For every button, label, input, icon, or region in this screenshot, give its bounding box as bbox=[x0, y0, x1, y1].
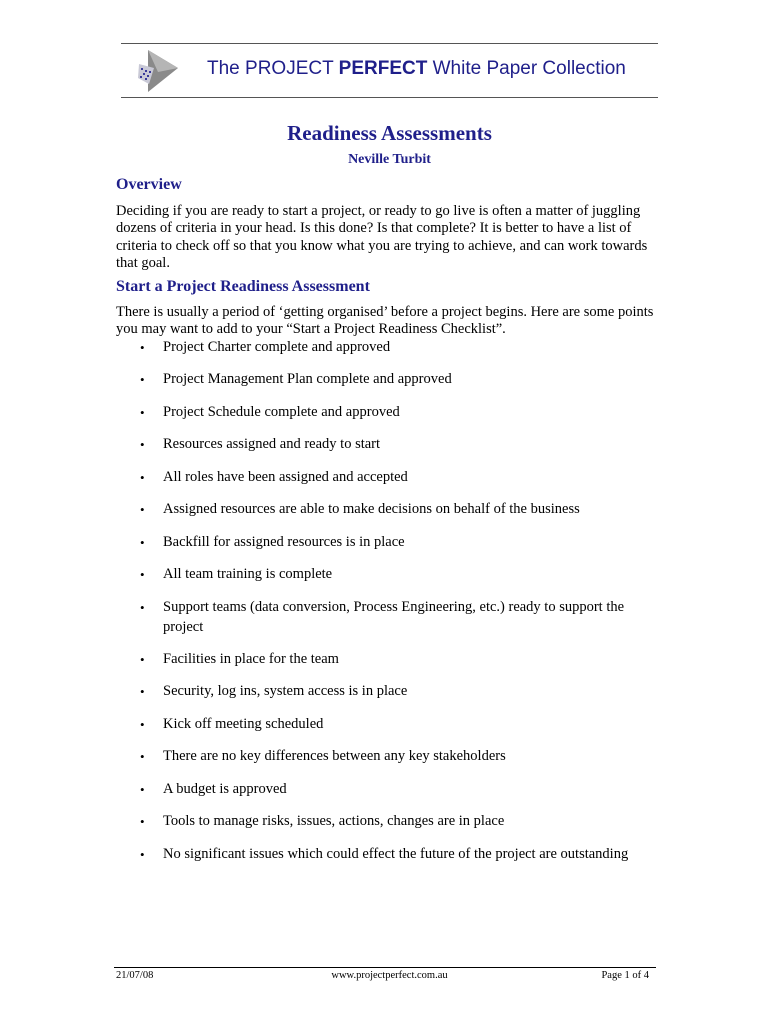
bullet-icon: • bbox=[140, 717, 145, 732]
list-item-text: Resources assigned and ready to start bbox=[163, 436, 381, 452]
list-item-text: Backfill for assigned resources is in place bbox=[163, 534, 405, 550]
collection-title-prefix: The PROJECT bbox=[207, 58, 339, 79]
list-item-text: Kick off meeting scheduled bbox=[163, 716, 324, 732]
bullet-icon: • bbox=[140, 749, 145, 764]
bullet-icon: • bbox=[140, 567, 145, 582]
bullet-icon: • bbox=[140, 600, 145, 615]
bullet-icon: • bbox=[140, 814, 145, 829]
list-item-text: Assigned resources are able to make decisions on behalf of the business bbox=[163, 501, 580, 517]
footer-page-number: Page 1 of 4 bbox=[601, 970, 649, 981]
start-assessment-heading: Start a Project Readiness Assessment bbox=[116, 278, 370, 295]
bullet-icon: • bbox=[140, 470, 145, 485]
bullet-icon: • bbox=[140, 684, 145, 699]
list-item-text: Security, log ins, system access is in place bbox=[163, 683, 408, 699]
bullet-icon: • bbox=[140, 372, 145, 387]
list-item-text: Project Management Plan complete and approved bbox=[163, 371, 452, 387]
list-item-text: All roles have been assigned and accepted bbox=[163, 469, 408, 485]
overview-heading: Overview bbox=[116, 176, 182, 193]
list-item-text: Support teams (data conversion, Process Engineering, etc.) ready to support the project bbox=[163, 599, 625, 635]
footer-date: 21/07/08 bbox=[116, 970, 154, 981]
list-item-text: No significant issues which could effect the future of the project are outstanding bbox=[163, 846, 629, 862]
collection-title-strong: PERFECT bbox=[338, 58, 428, 79]
bullet-icon: • bbox=[140, 437, 145, 452]
start-assessment-intro: There is usually a period of ‘getting organised’ before a project begins. Here are some points you may want to add to your “Start a Project Readiness Checklist”. bbox=[116, 304, 654, 338]
bullet-icon: • bbox=[140, 340, 145, 355]
document-title: Readiness Assessments bbox=[287, 121, 492, 145]
bullet-icon: • bbox=[140, 782, 145, 797]
list-item-text: Project Schedule complete and approved bbox=[163, 404, 400, 420]
list-item-text: Project Charter complete and approved bbox=[163, 339, 391, 355]
list-item-text: All team training is complete bbox=[163, 566, 333, 582]
bullet-icon: • bbox=[140, 405, 145, 420]
footer-rule bbox=[114, 967, 656, 968]
bullet-icon: • bbox=[140, 502, 145, 517]
author-name: Neville Turbit bbox=[348, 152, 431, 167]
footer-url: www.projectperfect.com.au bbox=[331, 970, 448, 981]
bullet-icon: • bbox=[140, 535, 145, 550]
list-item-text: Facilities in place for the team bbox=[163, 651, 339, 667]
list-item-text: There are no key differences between any key stakeholders bbox=[163, 748, 506, 764]
collection-title-suffix: White Paper Collection bbox=[427, 58, 626, 79]
bullet-icon: • bbox=[140, 652, 145, 667]
list-item-text: Tools to manage risks, issues, actions, changes are in place bbox=[163, 813, 505, 829]
list-item-text: A budget is approved bbox=[163, 781, 287, 797]
overview-paragraph: Deciding if you are ready to start a project, or ready to go live is often a matter of juggling dozens of criteria in your head. Is this done? Is that complete? It is better to have a list of criteria to check off so that you know what you are trying to achieve, and can work towards that goal. bbox=[116, 203, 648, 271]
bullet-icon: • bbox=[140, 847, 145, 862]
